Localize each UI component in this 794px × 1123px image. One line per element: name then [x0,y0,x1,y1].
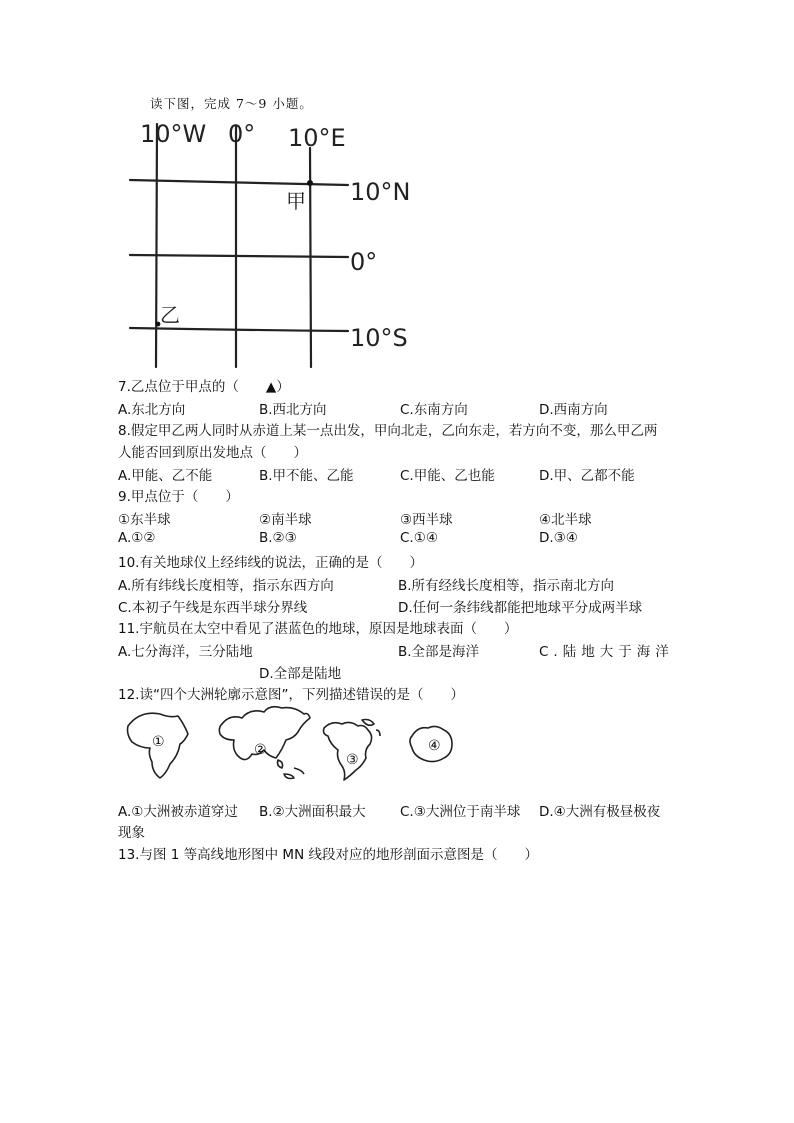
island-outline-a [278,760,283,768]
latitude-line-10s [130,328,348,331]
q11-options-row1 [118,640,678,662]
q13-stem: 13.与图 1 等高线地形图中 MN 线段对应的地形剖面示意图是（ ） [118,847,538,863]
q8-option-b[interactable]: B.甲不能、乙能 [259,468,354,484]
lat-label-0: 0° [350,248,378,276]
q9-item-2: ②南半球 [259,512,312,528]
q11-option-c[interactable]: C.陆地大于海洋 [539,644,674,660]
q7-stem: 7.乙点位于甲点的（ ▲） [118,379,290,395]
q12-options [118,800,678,822]
point-jia-marker [307,180,313,186]
q10-option-d[interactable]: D.任何一条纬线都能把地球平分成两半球 [398,600,643,616]
q10-option-b[interactable]: B.所有经线长度相等，指示南北方向 [398,578,615,594]
lat-label-10s: 10°S [350,324,408,352]
q11-options-row2 [118,662,678,684]
q8-stem-line1: 8.假定甲乙两人同时从赤道上某一点出发，甲向北走，乙向东走，若方向不变，那么甲乙两 [118,423,658,439]
continent-label-1: ① [152,734,165,750]
q9-option-d[interactable]: D.③④ [539,530,578,546]
q9-options [118,530,678,552]
q7-option-c[interactable]: C.东南方向 [400,402,468,418]
q9-option-b[interactable]: B.②③ [259,530,297,546]
q12-stem: 12.读“四个大洲轮廓示意图”，下列描述错误的是（ ） [118,687,464,703]
continents-outline-figure [118,700,478,792]
q7-option-d[interactable]: D.西南方向 [539,402,608,418]
island-outline-b [284,774,294,779]
q7-option-b[interactable]: B.西北方向 [259,402,327,418]
continent-label-3: ③ [346,752,359,768]
q12-option-b[interactable]: B.②大洲面积最大 [259,804,366,820]
q10-stem: 10.有关地球仪上经纬线的说法，正确的是（ ） [118,555,423,571]
q9-item-4: ④北半球 [539,512,592,528]
q7-options [118,398,678,420]
q9-items [118,508,678,530]
point-yi-label: 乙 [160,303,180,327]
island-outline-d [362,720,374,726]
q12-option-d[interactable]: D.④大洲有极昼极夜 [539,804,661,820]
lon-label-10w: 10°W [140,120,207,148]
q11-option-d[interactable]: D.全部是陆地 [259,666,342,682]
point-jia-label: 甲 [286,189,306,213]
reading-instruction: 读下图，完成 7～9 小题。 [150,96,313,111]
island-outline-e [376,730,380,736]
lon-label-0: 0° [228,120,256,148]
q7-option-a[interactable]: A.东北方向 [118,402,186,418]
q11-option-a[interactable]: A.七分海洋，三分陆地 [118,644,253,660]
q9-option-a[interactable]: A.①② [118,530,156,546]
lat-label-10n: 10°N [350,178,411,206]
q10-option-c[interactable]: C.本初子午线是东西半球分界线 [118,600,308,616]
q9-stem: 9.甲点位于（ ） [118,489,239,505]
continent-label-2: ② [254,742,267,758]
q8-option-c[interactable]: C.甲能、乙也能 [400,468,495,484]
q10-options-row2 [118,596,678,618]
q12-option-d-wrap: 现象 [118,825,145,841]
q9-option-c[interactable]: C.①④ [400,530,438,546]
lon-label-10e: 10°E [288,124,346,152]
longitude-line-10w [156,124,157,367]
q9-item-1: ①东半球 [118,512,171,528]
island-outline-c [294,768,304,774]
q8-option-d[interactable]: D.甲、乙都不能 [539,468,635,484]
q11-stem: 11.宇航员在太空中看见了湛蓝色的地球，原因是地球表面（ ） [118,621,518,637]
q10-option-a[interactable]: A.所有纬线长度相等，指示东西方向 [118,578,334,594]
q10-options-row1 [118,574,678,596]
q8-option-a[interactable]: A.甲能、乙不能 [118,468,213,484]
continent-label-4: ④ [428,738,441,754]
q8-options [118,464,678,486]
q12-option-a[interactable]: A.①大洲被赤道穿过 [118,804,238,820]
latitude-line-10n [130,180,348,185]
q9-item-3: ③西半球 [400,512,453,528]
lat-lon-grid-map [118,112,418,374]
q8-stem-line2: 人能否回到原出发地点（ ） [118,445,307,461]
q12-option-c[interactable]: C.③大洲位于南半球 [400,804,521,820]
latitude-line-0 [130,255,348,257]
q11-option-b[interactable]: B.全部是海洋 [398,644,480,660]
